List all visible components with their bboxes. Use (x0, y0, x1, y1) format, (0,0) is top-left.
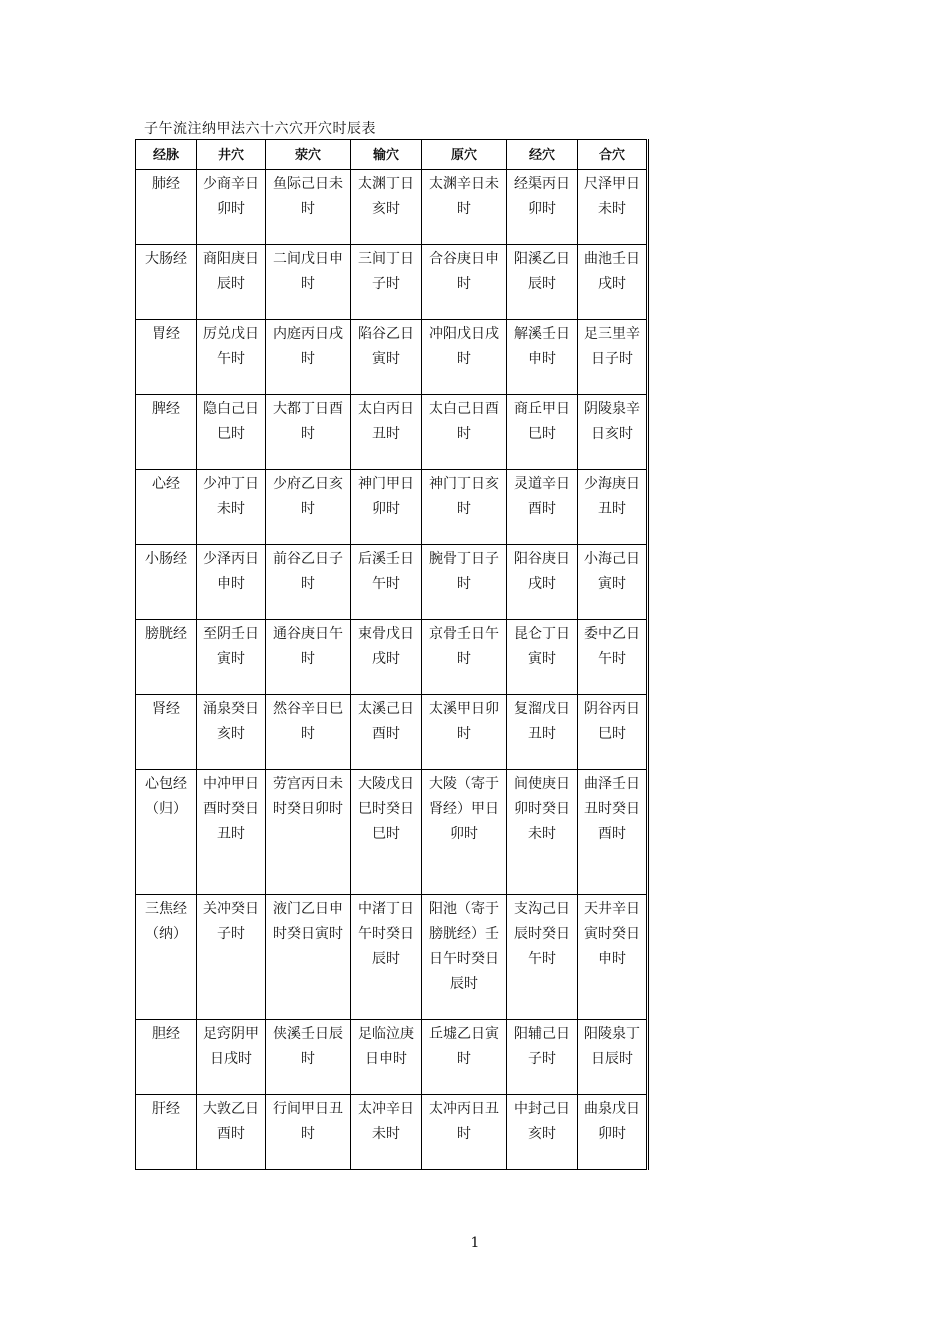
acupoint-cell: 足临泣庚日申时 (351, 1020, 422, 1095)
table-row (136, 545, 647, 620)
table-row (136, 695, 647, 770)
acupoint-cell: 中渚丁日午时癸日辰时 (351, 895, 422, 1020)
acupoint-cell: 商阳庚日辰时 (197, 245, 266, 320)
acupoint-cell: 丘墟乙日寅时 (422, 1020, 507, 1095)
acupoint-cell: 三间丁日子时 (351, 245, 422, 320)
acupoint-cell: 委中乙日午时 (578, 620, 647, 695)
acupoint-cell: 后溪壬日午时 (351, 545, 422, 620)
page-title: 子午流注纳甲法六十六穴开穴时辰表 (144, 121, 376, 137)
acupoint-cell: 劳宫丙日未时癸日卯时 (266, 770, 351, 895)
acupoint-cell: 神门甲日卯时 (351, 470, 422, 545)
meridian-cell: 膀胱经 (136, 620, 197, 695)
acupoint-cell: 大陵戊日巳时癸日巳时 (351, 770, 422, 895)
header-he-sea: 合穴 (578, 140, 647, 170)
acupoint-cell: 太渊丁日亥时 (351, 170, 422, 245)
acupoint-cell: 太白己日酉时 (422, 395, 507, 470)
meridian-cell: 肺经 (136, 170, 197, 245)
acupoint-cell: 阳溪乙日辰时 (507, 245, 578, 320)
acupoint-cell: 合谷庚日申时 (422, 245, 507, 320)
header-jing-river: 经穴 (507, 140, 578, 170)
acupoint-cell: 太白丙日丑时 (351, 395, 422, 470)
acupoint-cell: 液门乙日申时癸日寅时 (266, 895, 351, 1020)
acupoint-cell: 曲池壬日戌时 (578, 245, 647, 320)
acupoint-cell: 然谷辛日巳时 (266, 695, 351, 770)
acupoint-cell: 冲阳戊日戌时 (422, 320, 507, 395)
acupoint-table-container (135, 139, 649, 1170)
acupoint-cell: 阴谷丙日巳时 (578, 695, 647, 770)
acupoint-cell: 中封己日亥时 (507, 1095, 578, 1170)
header-jing-well: 井穴 (197, 140, 266, 170)
header-meridian: 经脉 (136, 140, 197, 170)
acupoint-cell: 阳谷庚日戌时 (507, 545, 578, 620)
acupoint-cell: 经渠丙日卯时 (507, 170, 578, 245)
acupoint-cell: 涌泉癸日亥时 (197, 695, 266, 770)
header-ying-spring: 荥穴 (266, 140, 351, 170)
acupoint-cell: 京骨壬日午时 (422, 620, 507, 695)
meridian-cell: 大肠经 (136, 245, 197, 320)
table-header-row (136, 140, 647, 170)
acupoint-cell: 陷谷乙日寅时 (351, 320, 422, 395)
acupoint-cell: 腕骨丁日子时 (422, 545, 507, 620)
acupoint-cell: 厉兑戊日午时 (197, 320, 266, 395)
acupoint-cell: 少泽丙日申时 (197, 545, 266, 620)
acupoint-cell: 天井辛日寅时癸日申时 (578, 895, 647, 1020)
table-row (136, 620, 647, 695)
acupoint-cell: 昆仑丁日寅时 (507, 620, 578, 695)
table-row (136, 1020, 647, 1095)
acupoint-cell: 尺泽甲日未时 (578, 170, 647, 245)
acupoint-cell: 阳池（寄于膀胱经）壬日午时癸日辰时 (422, 895, 507, 1020)
acupoint-cell: 阳辅己日子时 (507, 1020, 578, 1095)
acupoint-cell: 至阴壬日寅时 (197, 620, 266, 695)
acupoint-cell: 鱼际己日未时 (266, 170, 351, 245)
acupoint-cell: 间使庚日卯时癸日未时 (507, 770, 578, 895)
meridian-cell: 心经 (136, 470, 197, 545)
acupoint-cell: 大陵（寄于肾经）甲日卯时 (422, 770, 507, 895)
acupoint-cell: 少冲丁日未时 (197, 470, 266, 545)
acupoint-cell: 曲泽壬日丑时癸日酉时 (578, 770, 647, 895)
acupoint-cell: 阴陵泉辛日亥时 (578, 395, 647, 470)
acupoint-cell: 太溪己日酉时 (351, 695, 422, 770)
acupoint-cell: 通谷庚日午时 (266, 620, 351, 695)
table-row (136, 1095, 647, 1170)
acupoint-cell: 支沟己日辰时癸日午时 (507, 895, 578, 1020)
acupoint-cell: 曲泉戊日卯时 (578, 1095, 647, 1170)
meridian-cell: 脾经 (136, 395, 197, 470)
acupoint-cell: 少府乙日亥时 (266, 470, 351, 545)
acupoint-cell: 阳陵泉丁日辰时 (578, 1020, 647, 1095)
acupoint-cell: 小海己日寅时 (578, 545, 647, 620)
acupoint-cell: 足三里辛日子时 (578, 320, 647, 395)
acupoint-cell: 太冲辛日未时 (351, 1095, 422, 1170)
meridian-cell: 小肠经 (136, 545, 197, 620)
meridian-cell: 三焦经（纳） (136, 895, 197, 1020)
table-row (136, 245, 647, 320)
table-body (136, 170, 647, 1170)
acupoint-cell: 太溪甲日卯时 (422, 695, 507, 770)
acupoint-cell: 少商辛日卯时 (197, 170, 266, 245)
acupoint-cell: 复溜戊日丑时 (507, 695, 578, 770)
acupoint-cell: 灵道辛日酉时 (507, 470, 578, 545)
acupoint-cell: 足窍阴甲日戌时 (197, 1020, 266, 1095)
table-row (136, 395, 647, 470)
acupoint-cell: 行间甲日丑时 (266, 1095, 351, 1170)
header-yuan-source: 原穴 (422, 140, 507, 170)
meridian-cell: 肾经 (136, 695, 197, 770)
table-row (136, 320, 647, 395)
acupoint-cell: 解溪壬日申时 (507, 320, 578, 395)
header-shu-stream: 输穴 (351, 140, 422, 170)
acupoint-cell: 二间戊日申时 (266, 245, 351, 320)
page-number: 1 (470, 1235, 480, 1251)
table-row (136, 170, 647, 245)
meridian-cell: 胃经 (136, 320, 197, 395)
acupoint-table (135, 139, 647, 1170)
acupoint-cell: 太冲丙日丑时 (422, 1095, 507, 1170)
acupoint-cell: 前谷乙日子时 (266, 545, 351, 620)
acupoint-cell: 侠溪壬日辰时 (266, 1020, 351, 1095)
acupoint-cell: 隐白己日巳时 (197, 395, 266, 470)
acupoint-cell: 关冲癸日子时 (197, 895, 266, 1020)
acupoint-cell: 内庭丙日戌时 (266, 320, 351, 395)
meridian-cell: 心包经（归） (136, 770, 197, 895)
acupoint-cell: 中冲甲日酉时癸日丑时 (197, 770, 266, 895)
meridian-cell: 肝经 (136, 1095, 197, 1170)
table-row (136, 895, 647, 1020)
table-row (136, 770, 647, 895)
meridian-cell: 胆经 (136, 1020, 197, 1095)
acupoint-cell: 大敦乙日酉时 (197, 1095, 266, 1170)
acupoint-cell: 太渊辛日未时 (422, 170, 507, 245)
acupoint-cell: 神门丁日亥时 (422, 470, 507, 545)
acupoint-cell: 商丘甲日巳时 (507, 395, 578, 470)
table-row (136, 470, 647, 545)
acupoint-cell: 大都丁日酉时 (266, 395, 351, 470)
acupoint-cell: 少海庚日丑时 (578, 470, 647, 545)
acupoint-cell: 束骨戊日戌时 (351, 620, 422, 695)
